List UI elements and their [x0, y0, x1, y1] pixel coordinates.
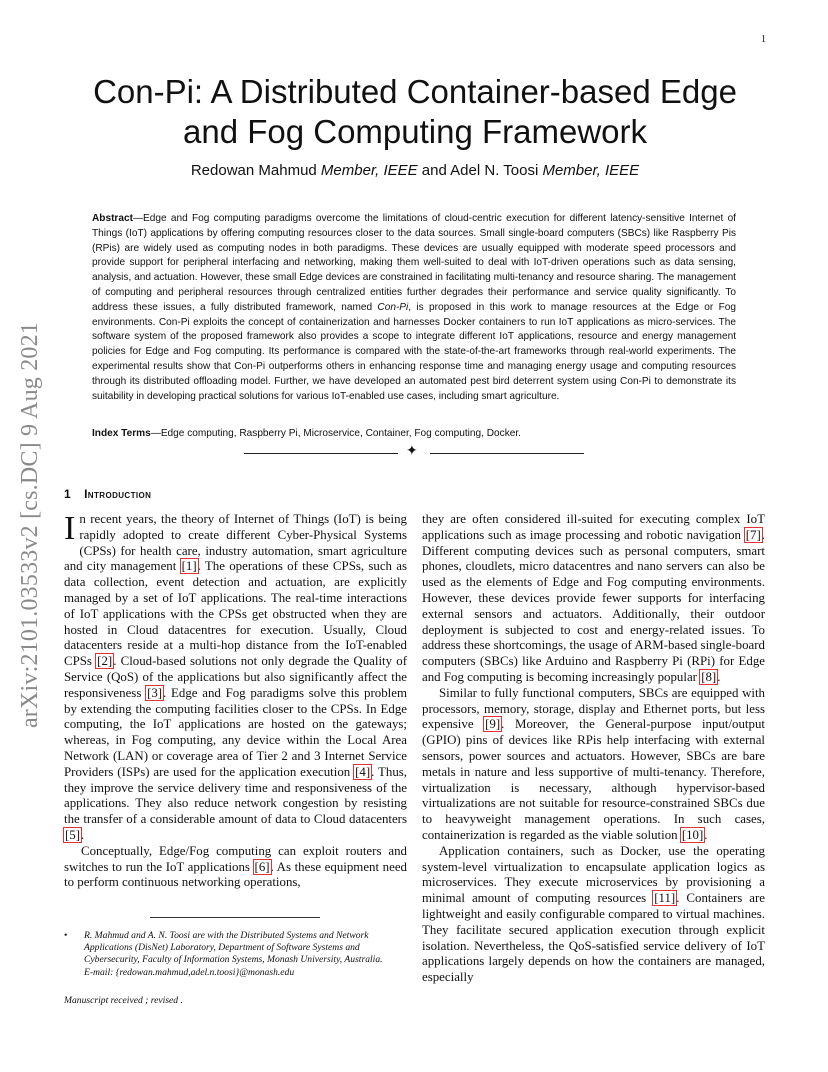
- intro-paragraph-3: [422, 512, 765, 686]
- intro-paragraph-4: [422, 686, 765, 844]
- footnote-text: R. Mahmud and A. N. Toosi are with the Distributed Systems and Network Applications (DisNet) Laboratory, Department of Software Systems and Cybersecurity, Faculty of Information Systems, Monash University, Australia.: [84, 930, 383, 966]
- author-1-role: Member, IEEE: [320, 162, 418, 179]
- author-affiliation-footnote: [64, 930, 407, 979]
- section-number: 1: [64, 487, 72, 501]
- section-divider: [244, 444, 584, 459]
- text-run: .: [81, 827, 85, 842]
- text-run: n recent years, the theory of Internet of Things (IoT) is being rapidly adopted to create different Cyber-Physical Systems (CPSs) for health care, industry automation, smart agriculture and city management: [64, 512, 407, 574]
- page-number: 1: [761, 34, 766, 45]
- intro-paragraph-5: [422, 844, 765, 986]
- arxiv-identifier: [10, 290, 50, 760]
- author-line: [60, 162, 770, 179]
- citation-link[interactable]: [10]: [681, 827, 704, 842]
- drop-cap: I: [64, 510, 76, 547]
- citation-link[interactable]: [11]: [654, 891, 676, 906]
- abstract-text-2: , is proposed in this work to manage resources at the Edge or Fog environments. Con-Pi exploits the concept of containerization and harnesses Docker containers to run IoT applications as micro-services. The software system of the proposed framework also provides a scope to integrate different IoT applications, resource and energy management policies for Edge and Fog computing. Its performance is compared with the state-of-the-art frameworks through real-world experiments. The experimental results show that Con-Pi outperforms others in enhancing response time and managing energy usage and computing resources through its distributed offloading model. Further, we have developed an automated pest bird deterrent system using Con-Pi to demonstrate its suitability in developing practical solutions for various IoT-enabled use cases, including smart agriculture.: [92, 301, 736, 402]
- citation-link[interactable]: [8]: [701, 669, 717, 684]
- text-run: they are often considered ill-suited for executing complex IoT applications such as image processing and robotic navigation: [422, 512, 765, 542]
- text-run: . Edge and Fog paradigms solve this problem by extending the computing facilities closer to the CPSs. In Edge computing, the IoT applications are hosted on the gateways; whereas, in Fog computing, any device within the Local Area Network (LAN) or coverage area of Tier 2 and 3 Internet Service Providers (ISPs) are used for the application execution: [64, 685, 407, 779]
- abstract: [92, 212, 736, 404]
- text-run: . Thus, they improve the service delivery time and responsiveness of the applications. They also reduce network congestion by resisting the transfer of a considerable amount of data to Cloud datacenters: [64, 764, 408, 827]
- title-line-2: and Fog Computing Framework: [182, 113, 648, 150]
- citation-link[interactable]: [5]: [65, 827, 81, 842]
- index-terms: [92, 427, 736, 442]
- arxiv-identifier-text: arXiv:2101.03533v2 [cs.DC] 9 Aug 2021: [16, 321, 43, 729]
- intro-paragraph-1: [64, 512, 407, 844]
- author-2-role: Member, IEEE: [542, 162, 640, 179]
- text-run: . Moreover, the General-purpose input/output (GPIO) pins of devices like RPis help interfacing with external sensors, power sources and actuators. However, SBCs are bare metals in nature and less supportive of multi-tenancy. Therefore, virtualization is necessary, although hypervisor-based virtualizations are not suitable for resource-constrained SBCs due to heavyweight management operations. In such cases, containerization is regarded as the viable solution: [422, 717, 765, 842]
- section-title: Introduction: [84, 487, 152, 501]
- citation-link[interactable]: [6]: [254, 859, 270, 874]
- text-run: . As these equipment need to perform continuous networking operations,: [64, 859, 407, 890]
- abstract-framework-name: Con-Pi: [377, 301, 409, 313]
- author-1-name: Redowan Mahmud: [190, 162, 317, 179]
- citation-link[interactable]: [3]: [147, 685, 163, 700]
- citation-link[interactable]: [4]: [355, 764, 371, 779]
- title-line-1: Con-Pi: A Distributed Container-based Edge: [93, 73, 737, 110]
- index-terms-text: —Edge computing, Raspberry Pi, Microservice, Container, Fog computing, Docker.: [150, 428, 521, 439]
- citation-link[interactable]: [2]: [97, 654, 113, 669]
- text-run: . Containers are lightweight and easily configurable compared to virtual machines. They facilitate secured application execution through explicit isolation. Nevertheless, the QoS-satisfied service delivery of IoT applications largely depends on how the containers are managed, especially: [422, 891, 765, 985]
- index-terms-label: Index Terms: [92, 428, 151, 439]
- abstract-text-1: —Edge and Fog computing paradigms overcome the limitations of cloud-centric execution for different latency-sensitive Internet of Things (IoT) applications by offering computing resources closer to the data sources. Small single-board computers (SBCs) like Raspberry Pis (RPis) are widely used as computing nodes in both paradigms. These devices are usually equipped with moderate speed processors and provide support for peripheral interfacing and networking, making them well-suited to deal with IoT-driven operations such as data sensing, analysis, and actuation. However, these small Edge devices are constrained in facilitating multi-tenancy and resource sharing. The management of computing and peripheral resources through centralized entities further degrades their performance and service quality significantly. To address these issues, a fully distributed framework, named: [92, 213, 736, 313]
- footnote-body: [84, 930, 407, 979]
- divider-ornament: ✦: [406, 444, 418, 459]
- author-2-name: Adel N. Toosi: [450, 162, 539, 179]
- footnote-email: E-mail: {redowan.mahmud,adel.n.toosi}@monash.edu: [84, 966, 295, 978]
- right-column: [422, 512, 765, 986]
- text-run: . Different computing devices such as personal computers, smart phones, cloudlets, micro datacentres and nano servers can also be used as the elements of Edge and Fog computing environments. However, these devices provide fewer supports for interfacing external sensors and actuators. Additionally, their outdoor deployment is subjected to cost and energy-related issues. To address these shortcomings, the usage of ARM-based single-board computers (SBCs) like Arduino and Raspberry Pi (RPi) for Edge and Fog computing is becoming increasingly popular: [422, 527, 765, 684]
- paper-title: [60, 72, 770, 152]
- author-conjunction: and: [421, 162, 447, 179]
- footnote-bullet: •: [64, 930, 68, 941]
- text-run: . The operations of these CPSs, such as data collection, event detection and actuation, are explicitly managed by a set of IoT applications. The real-time interactions of IoT applications with the CPSs get obstructed when they are hosted in Cloud datacentres for execution. Usually, Cloud datacenters reside at a multi-hop distance from the IoT-enabled CPSs: [64, 559, 407, 669]
- section-heading: [64, 487, 151, 501]
- citation-link[interactable]: [1]: [181, 559, 197, 574]
- citation-link[interactable]: [9]: [485, 717, 501, 732]
- text-run: .: [717, 669, 721, 684]
- text-run: . Cloud-based solutions not only degrade the Quality of Service (QoS) of the applications but also significantly affect the responsiveness: [64, 654, 407, 700]
- text-run: .: [704, 827, 708, 842]
- text-run: Application containers, such as Docker, use the operating system-level virtualization to encapsulate application logics as microservices. They execute microservices by provisioning a minimal amount of computing resources: [422, 843, 765, 906]
- left-column: [64, 512, 407, 891]
- abstract-label: Abstract: [92, 213, 133, 224]
- text-run: Similar to fully functional computers, SBCs are equipped with processors, memory, storage, display and Ethernet ports, but less expensive: [422, 685, 765, 732]
- citation-link[interactable]: [7]: [745, 527, 761, 542]
- intro-paragraph-2: [64, 844, 407, 891]
- divider-line-left: [244, 453, 398, 454]
- footnote-rule: [150, 917, 320, 918]
- text-run: Conceptually, Edge/Fog computing can exploit routers and switches to run the IoT applications: [64, 843, 407, 874]
- divider-line-right: [430, 453, 584, 454]
- manuscript-note: Manuscript received ; revised .: [64, 995, 183, 1006]
